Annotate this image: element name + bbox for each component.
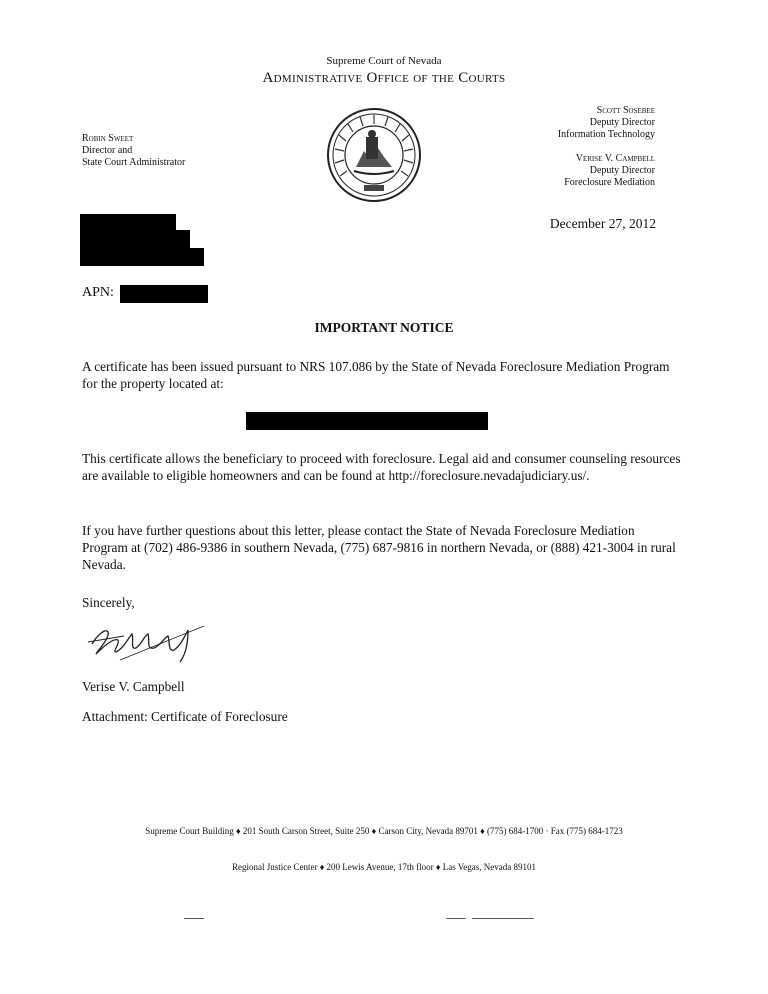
left-staff-block	[82, 133, 185, 169]
right-staff-2-title2: Foreclosure Mediation	[564, 177, 655, 188]
paragraph-1: A certificate has been issued pursuant to NRS 107.086 by the State of Nevada Foreclosure Mediation Program for the property located at:	[82, 359, 670, 391]
right-staff-2-title1: Deputy Director	[589, 165, 655, 176]
right-staff-block	[558, 105, 655, 189]
redacted-address-line1	[80, 230, 190, 248]
scan-mark	[184, 918, 204, 919]
redacted-address-line2	[80, 248, 204, 266]
attachment-line: Attachment: Certificate of Foreclosure	[82, 709, 288, 724]
redacted-property-address	[246, 412, 488, 430]
court-name: Supreme Court of Nevada	[326, 55, 442, 67]
right-staff-1-name: Scott Sosebee	[596, 105, 655, 116]
footer-line-1: Supreme Court Building ♦ 201 South Carson Street, Suite 250 ♦ Carson City, Nevada 89701 ♦ (775) 684-1700 · Fax (775) 684-1723	[145, 826, 623, 836]
footer-line-2: Regional Justice Center ♦ 200 Lewis Avenue, 17th floor ♦ Las Vegas, Nevada 89101	[231, 862, 537, 872]
redacted-apn	[120, 285, 208, 303]
paragraph-2: This certificate allows the beneficiary to proceed with foreclosure. Legal aid and consumer counseling resources are available to eligible homeowners and can be found at http://foreclosure.nevadajudiciary.us/.	[82, 451, 681, 483]
right-staff-1-title1: Deputy Director	[589, 117, 655, 128]
court-seal-icon	[326, 107, 422, 203]
notice-title: IMPORTANT NOTICE	[314, 320, 454, 335]
right-staff-1-title2: Information Technology	[557, 129, 655, 140]
apn-label: APN:	[82, 285, 114, 300]
closing: Sincerely,	[82, 595, 135, 610]
office-name: Administrative Office of the Courts	[262, 70, 506, 86]
scan-mark	[446, 918, 466, 919]
left-staff-title1: Director and	[82, 145, 133, 156]
signer-name: Verise V. Campbell	[82, 679, 185, 694]
left-staff-name: Robin Sweet	[82, 133, 134, 144]
right-staff-2-name: Verise V. Campbell	[575, 153, 655, 164]
scan-mark	[472, 918, 534, 919]
paragraph-3: If you have further questions about this letter, please contact the State of Nevada Foreclosure Mediation Program at (702) 486-9386 in southern Nevada, (775) 687-9816 in northern Nevada, or (888) 421-3004 in rural Nevada.	[82, 523, 676, 572]
handwritten-signature	[84, 608, 214, 668]
letter-date: December 27, 2012	[549, 216, 656, 231]
left-staff-title2: State Court Administrator	[82, 157, 186, 168]
